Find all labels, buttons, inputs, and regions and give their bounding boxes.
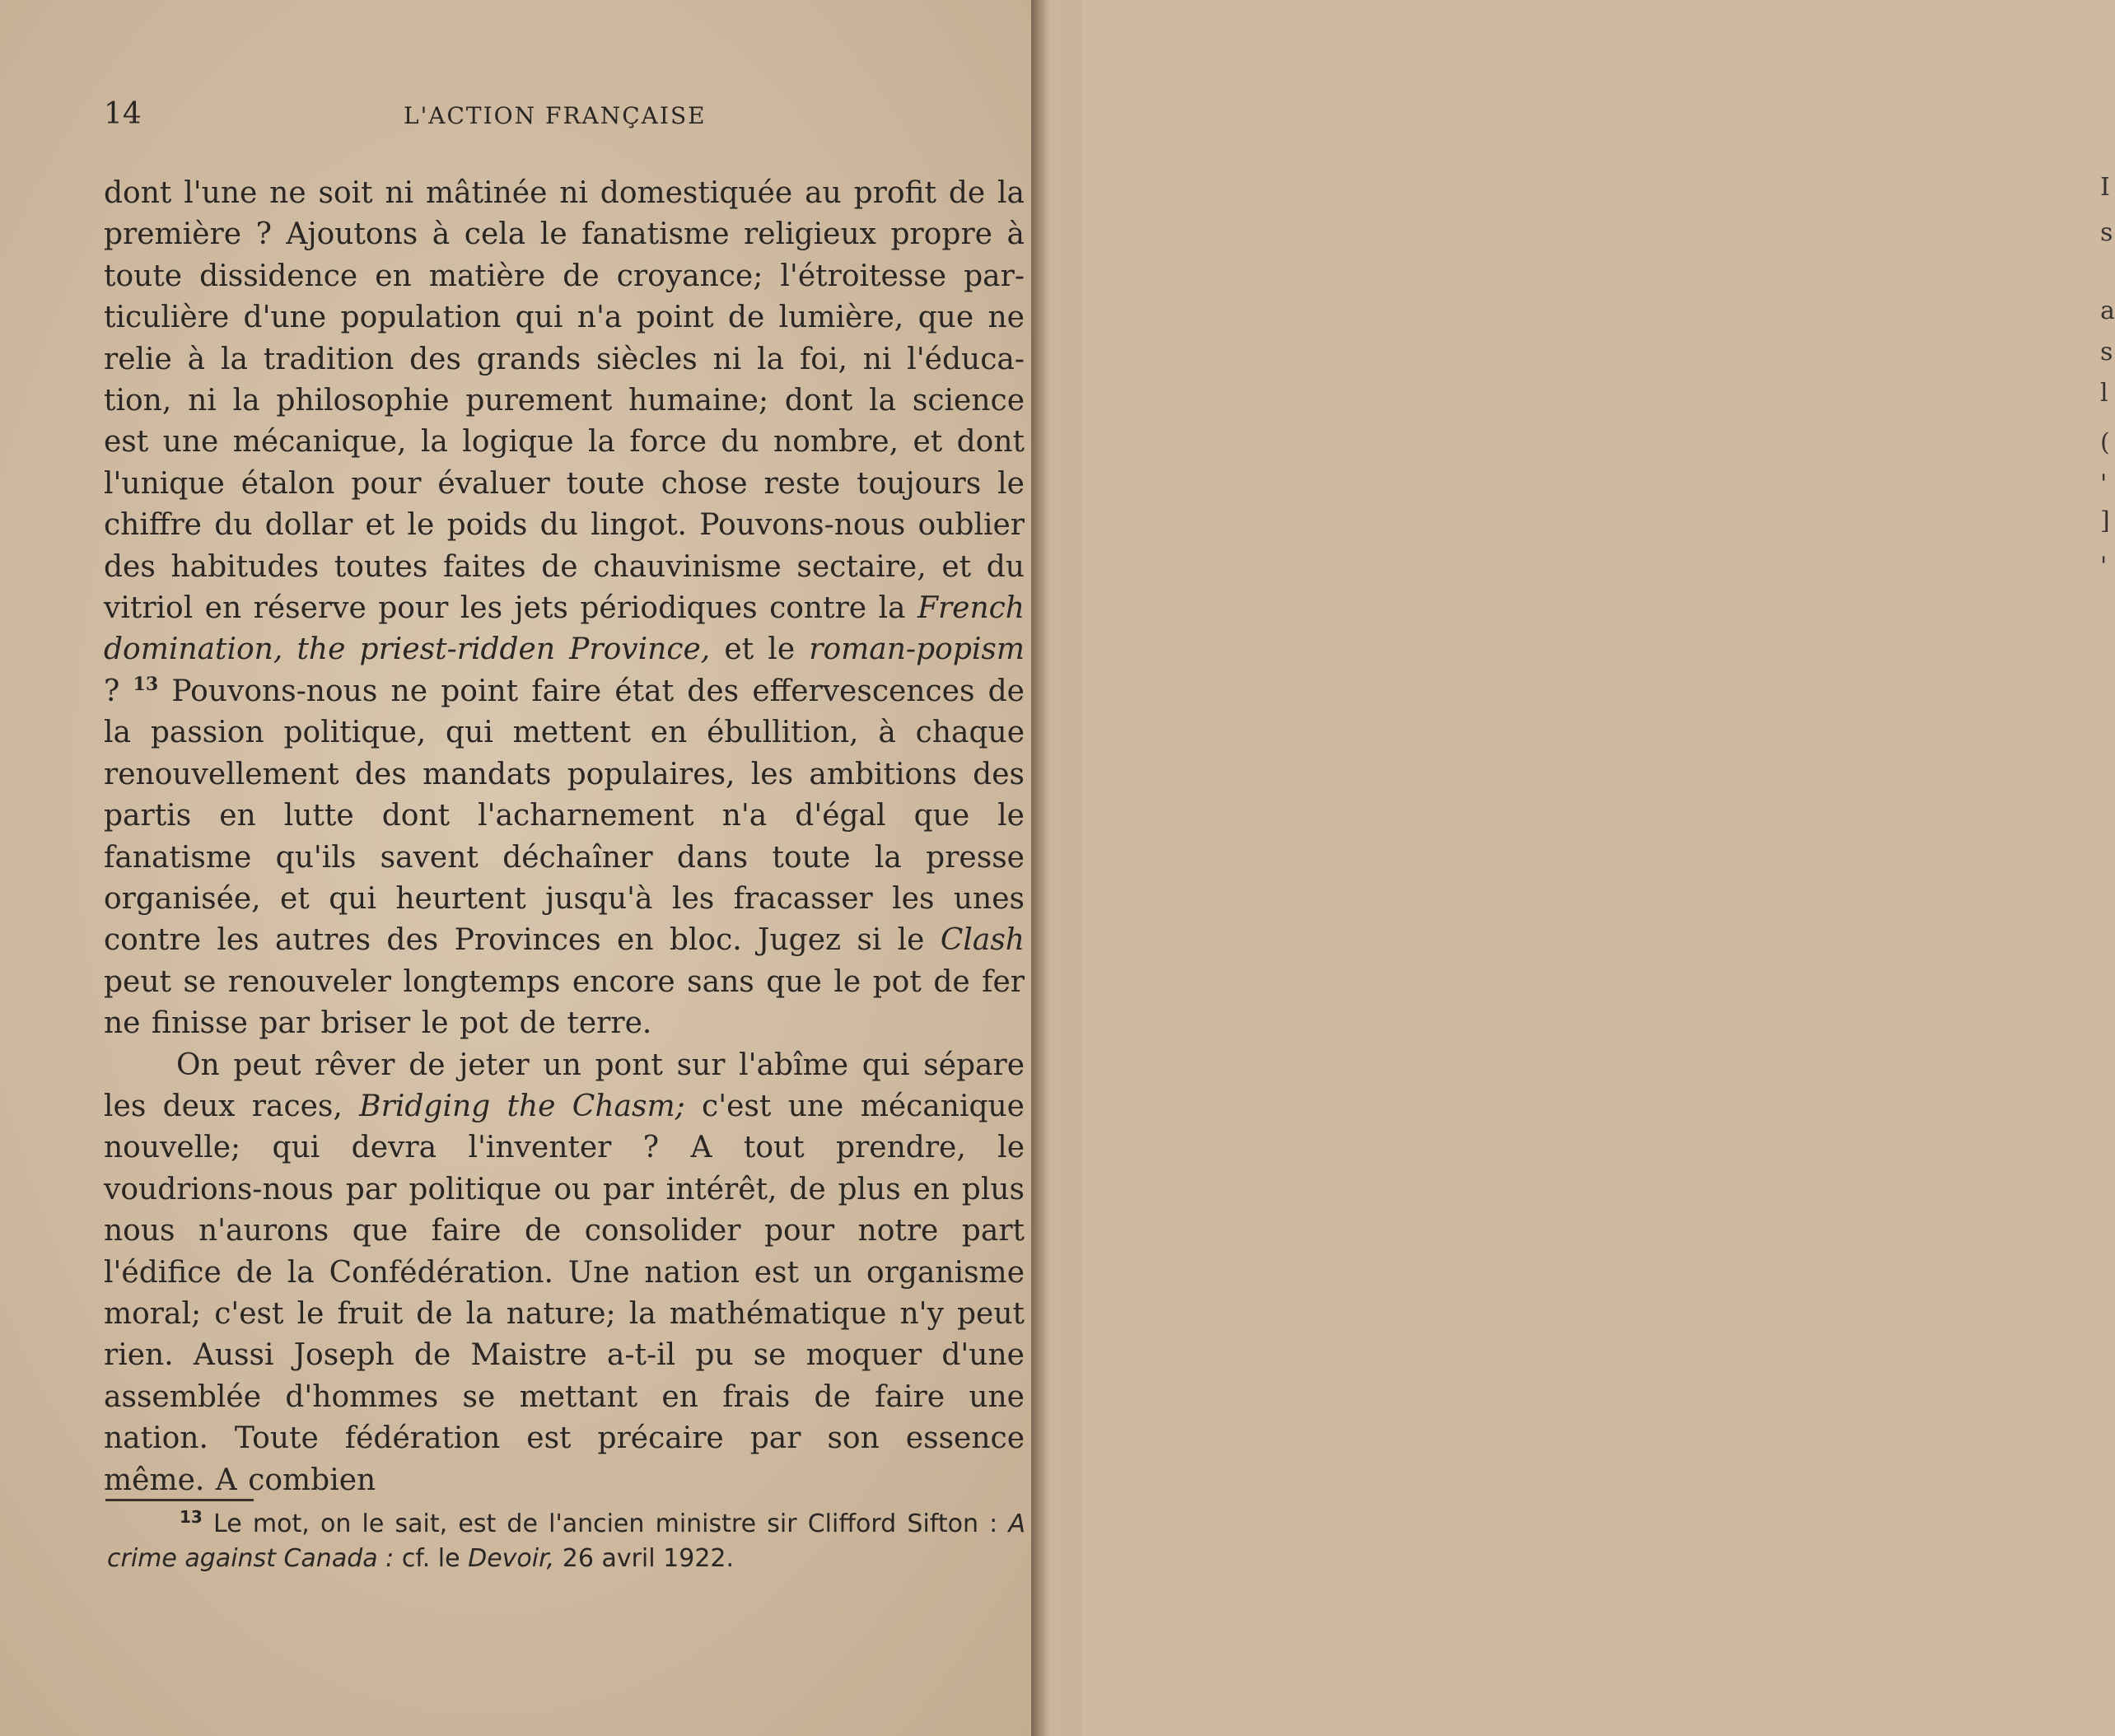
footnote-text: Le mot, on le sait, est de l'ancien ministre sir Clifford Sifton : <box>202 1510 1009 1538</box>
edge-letter: l <box>2100 379 2108 408</box>
footnote-reference: 13 <box>133 673 159 695</box>
text-run: c'est une mécanique nouvelle; qui devra l'inventer ? A tout prendre, le voudrions-nous par politique ou par intérêt, de plus en plus nous n'aurons que faire de consolider pour notre part l'édifice de la Confédération. Une nation est un organisme moral; c'est le fruit de la nature; la mathématique n'y peut rien. Aussi Joseph de Maistre a-t-il pu se moquer d'une assemblée d'hommes se mettant en frais de faire une nation. Toute fédération est précaire par son essence même. A combien <box>104 1089 1025 1497</box>
edge-letter: s <box>2100 218 2113 247</box>
page-number: 14 <box>104 97 142 131</box>
text-run: On peut rêver de jeter un pont sur l'abîme qui sépare les deux races, <box>104 1048 1025 1123</box>
text-run: et le <box>710 632 810 667</box>
page-gutter-edge <box>1031 0 2115 1736</box>
paragraph-2 <box>104 1045 1025 1501</box>
edge-letter: ' <box>2100 552 2108 581</box>
italic-run: French domination, the priest-ridden Province, <box>104 591 1025 667</box>
italic-run: roman-popism <box>809 632 1025 667</box>
footnote-divider <box>105 1499 254 1501</box>
italic-run: Clash <box>940 923 1025 958</box>
edge-letter: ( <box>2100 428 2110 457</box>
text-run: ? <box>104 674 133 708</box>
edge-letter: a <box>2100 296 2115 325</box>
edge-letter: ] <box>2100 506 2110 535</box>
text-run: dont l'une ne soit ni mâtinée ni domestiquée au profit de la première ? Ajoutons à cela le fanatisme religieux propre à toute dissidence en matière de croyance; l'étroitesse particulière d'une population qui n'a point de lumière, que ne relie à la tradition des grands siècles ni la foi, ni l'éducation, ni la philosophie purement humaine; dont la science est une mécanique, la logique la force du nombre, et dont l'unique étalon pour évaluer toute chose reste toujours le chiffre du dollar et le poids du lingot. Pouvons-nous oublier des habitudes toutes faites de chauvinisme sectaire, et du vitriol en réserve pour les jets périodiques contre la <box>104 176 1025 626</box>
footnote-text: 26 avril 1922. <box>554 1544 735 1573</box>
edge-letter: I <box>2100 173 2110 202</box>
page-header <box>104 97 1034 138</box>
edge-letter: ' <box>2100 469 2108 498</box>
footnote-number: 13 <box>180 1507 203 1527</box>
paragraph-1 <box>104 173 1025 1045</box>
footnote-text: cf. le <box>394 1544 469 1573</box>
body-text <box>104 173 1025 1501</box>
footnote-italic: A crime against Canada : <box>107 1510 1025 1573</box>
italic-run: Bridging the Chasm; <box>359 1089 685 1123</box>
running-head: L'ACTION FRANÇAISE <box>404 102 707 129</box>
footnote <box>107 1507 1025 1576</box>
text-run: Pouvons-nous ne point faire état des effervescences de la passion politique, qui mettent en ébullition, à chaque renouvellement des mandats populaires, les ambitions des partis en lutte dont l'acharnement n'a d'égal que le fanatisme qu'ils savent déchaîner dans toute la presse organisée, et qui heurtent jusqu'à les fracasser les unes contre les autres des Provinces en bloc. Jugez si le <box>104 674 1025 958</box>
footnote-italic: Devoir, <box>468 1544 555 1573</box>
text-run: peut se renouveler longtemps encore sans que le pot de fer ne finisse par briser le pot de terre. <box>104 964 1025 1041</box>
edge-letter: s <box>2100 338 2113 366</box>
